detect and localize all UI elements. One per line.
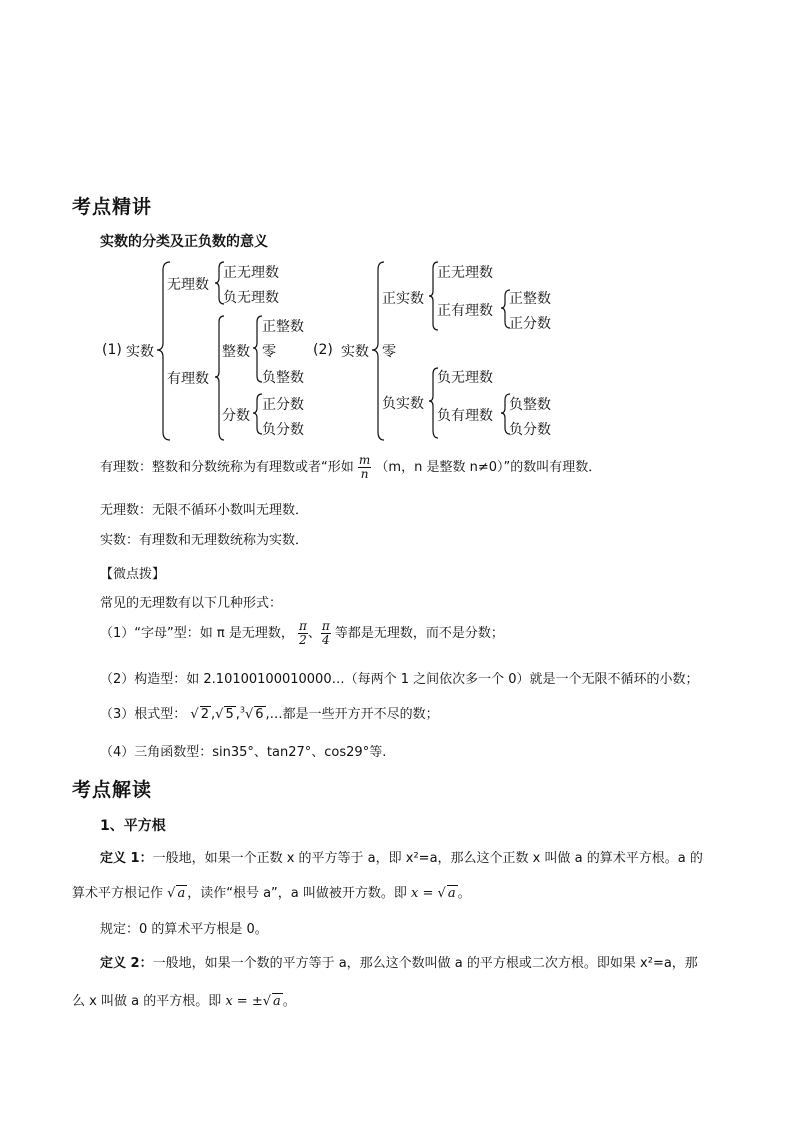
definition-1-end: 。 xyxy=(457,886,471,901)
c1-positive-integer: 正整数 xyxy=(262,319,304,335)
tip-item-4: （4）三角函数型：sin35°、tan27°、cos29°等. xyxy=(100,745,387,760)
definition-1-line-1 xyxy=(100,847,703,866)
classification-braces xyxy=(0,0,794,460)
cube-root-6: $^3$√ 6 xyxy=(239,705,264,722)
radicand-a: a xyxy=(447,886,456,901)
c1-fraction: 分数 xyxy=(222,408,250,424)
definition-rational xyxy=(100,454,601,481)
c1-negative-integer: 负整数 xyxy=(262,370,304,386)
tip-intro: 常见的无理数有以下几种形式： xyxy=(100,596,283,611)
sqrt-2: √ 2 xyxy=(190,707,209,722)
sqrt-5: √ 5 xyxy=(215,707,234,722)
classification-2-index: (2) xyxy=(313,342,333,358)
definition-irrational: 无理数：无限不循环小数叫无理数． xyxy=(100,503,309,518)
definition-2-text: 一般地，如果一个数的平方等于 a，那么这个数叫做 a 的平方根或二次方根。即如果 x²=a，那 xyxy=(152,956,698,971)
definition-1-line-2-pre: 算术平方根记作 xyxy=(72,886,164,901)
radicand-5: 5 xyxy=(225,707,234,722)
sqrt-a-2: √ a xyxy=(437,886,456,901)
definition-2-line-2 xyxy=(72,990,296,1009)
definition-real: 实数：有理数和无理数统称为实数． xyxy=(100,533,309,548)
c2-positive-fraction: 正分数 xyxy=(509,316,551,332)
c1-negative-fraction: 负分数 xyxy=(262,422,304,438)
definition-2-line-1 xyxy=(100,952,698,971)
tip-item-1-post: 等都是无理数，而不是分数； xyxy=(334,626,504,641)
definition-1-line-2-mid: ，读作“根号 a”，a 叫做被开方数。即 xyxy=(187,886,407,901)
equation-x-equals-plus-minus: x = ± xyxy=(225,994,263,1009)
definition-2-end: 。 xyxy=(282,994,296,1009)
fraction-numerator: π xyxy=(321,619,330,633)
definition-2-line-2-pre: 么 x 叫做 a 的平方根。即 xyxy=(72,994,222,1009)
fraction-m-over-n xyxy=(358,454,371,481)
fraction-denominator: 2 xyxy=(299,633,307,647)
definition-1-line-2 xyxy=(72,882,471,901)
classification-2-root: 实数 xyxy=(341,344,369,360)
c2-negative-fraction: 负分数 xyxy=(509,422,551,438)
c2-zero: 零 xyxy=(382,344,396,360)
fraction-numerator: m xyxy=(358,453,371,467)
fraction-denominator: 4 xyxy=(322,633,330,647)
tip-title: 【微点拨】 xyxy=(100,567,166,582)
subheading-square-root: 1、平方根 xyxy=(100,818,166,834)
sqrt-a-3: √ a xyxy=(262,994,281,1009)
c2-negative-integer: 负整数 xyxy=(509,397,551,413)
c2-positive-integer: 正整数 xyxy=(509,291,551,307)
tip-item-1-pre: （1）“字母”型：如 π 是无理数， xyxy=(100,626,294,641)
classification-1-index: (1) xyxy=(102,342,122,358)
c1-positive-fraction: 正分数 xyxy=(262,397,304,413)
sqrt-a: √ a xyxy=(167,886,186,901)
definition-rational-text-post: （m，n 是整数 n≠0）”的数叫有理数． xyxy=(375,460,602,475)
tip-item-3: （3）根式型： √ 2 ,√ 5 ,$^3$√ 6 ,…都是一些开方开不尽的数； xyxy=(100,705,439,722)
rule-zero: 规定：0 的算术平方根是 0。 xyxy=(100,922,268,937)
c1-positive-irrational: 正无理数 xyxy=(223,265,279,281)
c2-negative-real: 负实数 xyxy=(382,396,424,412)
c1-negative-irrational: 负无理数 xyxy=(223,290,279,306)
c1-rational: 有理数 xyxy=(167,371,209,387)
section-heading-key-points: 考点精讲 xyxy=(72,196,153,218)
c1-integer: 整数 xyxy=(222,344,250,360)
radicand-6: 6 xyxy=(255,707,264,722)
definition-rational-text-pre: 有理数：整数和分数统称为有理数或者“形如 xyxy=(100,460,354,475)
definition-1-text: 一般地，如果一个正数 x 的平方等于 a，即 x²=a，那么这个正数 x 叫做 a 的算术平方根。a 的 xyxy=(152,851,703,866)
tip-separator: 、 xyxy=(307,626,321,641)
definition-2-label: 定义 2： xyxy=(100,956,153,971)
c2-negative-irrational: 负无理数 xyxy=(437,370,493,386)
tip-item-2: （2）构造型：如 2.10100100010000…（每两个 1 之间依次多一个 0）就是一个无限不循环的小数； xyxy=(100,672,699,687)
fraction-numerator: π xyxy=(298,619,307,633)
radicand-a: a xyxy=(177,886,186,901)
c1-irrational: 无理数 xyxy=(167,277,209,293)
radicand-a: a xyxy=(273,994,281,1009)
c2-positive-irrational: 正无理数 xyxy=(437,265,493,281)
c2-positive-rational: 正有理数 xyxy=(437,303,493,319)
radicand-2: 2 xyxy=(200,707,209,722)
fraction-denominator: n xyxy=(360,467,369,481)
subheading-classification: 实数的分类及正负数的意义 xyxy=(100,234,268,250)
classification-1-root: 实数 xyxy=(126,344,154,360)
c2-positive-real: 正实数 xyxy=(382,291,424,307)
tip-item-1 xyxy=(100,620,504,647)
equation-x-equals: x = xyxy=(411,886,438,901)
c1-zero: 零 xyxy=(262,344,276,360)
root-index-3: 3 xyxy=(239,705,245,715)
c2-negative-rational: 负有理数 xyxy=(437,408,493,424)
definition-1-label: 定义 1： xyxy=(100,851,153,866)
tip-item-3-post: …都是一些开方开不尽的数； xyxy=(269,707,439,722)
fraction-pi-over-4 xyxy=(321,620,331,647)
tip-item-3-pre: （3）根式型： xyxy=(100,707,187,722)
fraction-pi-over-2 xyxy=(298,620,308,647)
section-heading-interpretation: 考点解读 xyxy=(72,779,153,801)
